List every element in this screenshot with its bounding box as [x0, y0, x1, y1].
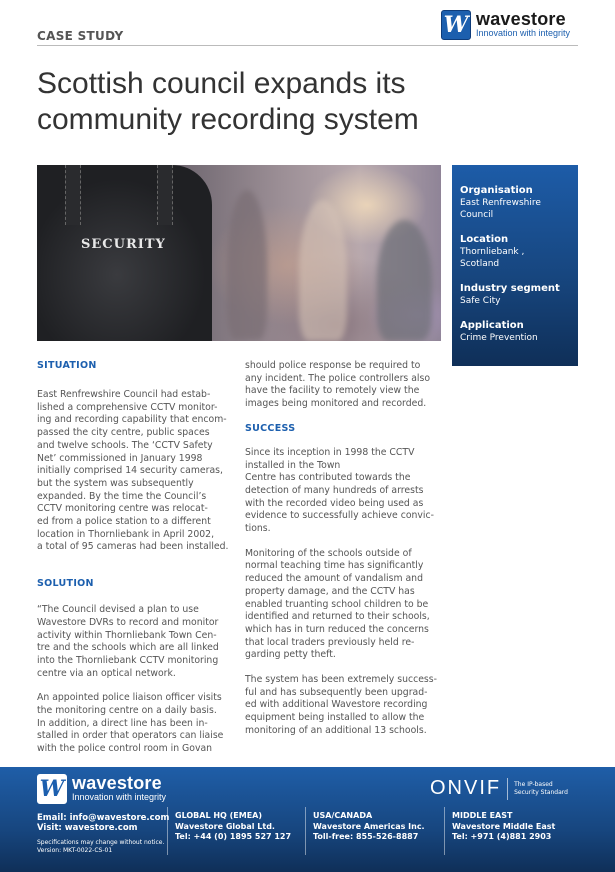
- info-value: [460, 295, 570, 307]
- info-value-line: Thornliebank ,: [460, 247, 525, 257]
- info-value-line: Scotland: [460, 259, 500, 269]
- text-line: Centre has contributed towards the: [245, 472, 411, 484]
- office-name: Wavestore Americas Inc.: [313, 821, 425, 831]
- success-text-1: [245, 447, 441, 536]
- text-line: with the police control room in Govan: [37, 743, 213, 755]
- text-line: ed with additional Wavestore recording: [245, 699, 428, 711]
- text-line: a total of 95 cameras had been installed.: [37, 541, 229, 553]
- office-region: GLOBAL HQ (EMEA): [175, 811, 263, 820]
- vest-security-text: SECURITY: [81, 237, 166, 252]
- text-line: Since its inception in 1998 the CCTV: [245, 446, 415, 458]
- success-text-3: [245, 674, 441, 738]
- office-phone[interactable]: Tel: +971 (4)881 2903: [452, 832, 552, 841]
- text-line: The system has been extremely success-: [245, 674, 437, 686]
- text-line: enabled truanting school children to be: [245, 598, 429, 610]
- text-line: expanded. By the time the Council’s: [37, 490, 207, 502]
- vest-strap: [157, 165, 173, 225]
- right-column: [245, 360, 441, 738]
- logo-name: wavestore: [72, 773, 162, 793]
- situation-text: [37, 389, 233, 554]
- office-name: Wavestore Middle East: [452, 821, 556, 831]
- text-line: ful and has subsequently been upgrad-: [245, 686, 428, 698]
- onvif-tagline: [514, 781, 568, 797]
- text-line: Monitoring of the schools outside of: [245, 547, 412, 559]
- text-line: CCTV monitoring centre was relocat-: [37, 503, 208, 515]
- info-value: [460, 197, 570, 221]
- text-line: tions.: [245, 523, 271, 535]
- text-line: Wavestore DVRs to record and monitor: [37, 616, 219, 628]
- text-line: any incident. The police controllers also: [245, 372, 431, 384]
- office-region: USA/CANADA: [313, 811, 373, 820]
- title-line-1: Scottish council expands its: [37, 67, 406, 100]
- blurred-person: [377, 220, 432, 341]
- success-text-2: [245, 548, 441, 662]
- footer-fine-print: [37, 839, 164, 855]
- text-line: “The Council devised a plan to use: [37, 604, 199, 616]
- info-organisation: [460, 185, 570, 221]
- info-label: Location: [460, 234, 509, 245]
- onvif-tagline-line: Security Standard: [514, 788, 568, 796]
- footer: [0, 767, 615, 872]
- text-line: which has in turn reduced the concerns: [245, 623, 429, 635]
- wavestore-logo: [441, 10, 570, 40]
- text-line: reduced the amount of vandalism and: [245, 573, 423, 585]
- info-label: Organisation: [460, 185, 533, 196]
- project-info-box: [452, 165, 578, 366]
- office-middle-east: [452, 811, 555, 843]
- info-value-line: Crime Prevention: [460, 333, 538, 343]
- text-line: ing and recording capability that encom-: [37, 414, 227, 426]
- text-line: East Renfrewshire Council had estab-: [37, 389, 211, 400]
- text-line: have the facility to remotely view the: [245, 385, 420, 397]
- info-value: [460, 332, 570, 344]
- info-location: [460, 234, 570, 270]
- footer-website[interactable]: Visit: wavestore.com: [37, 823, 138, 833]
- text-line: garding petty theft.: [245, 649, 336, 661]
- text-line: initially comprised 14 security cameras,: [37, 465, 223, 477]
- footer-divider: [444, 807, 445, 855]
- blurred-person: [227, 190, 267, 340]
- text-line: location in Thornliebank in April 2002,: [37, 528, 215, 540]
- logo-tagline: Innovation with integrity: [476, 28, 571, 38]
- footer-contact: [37, 813, 169, 833]
- security-guard-photo: [37, 165, 441, 341]
- solution-continued-text: [245, 360, 441, 411]
- text-line: ed from a police station to a different: [37, 516, 211, 528]
- info-value-line: Safe City: [460, 296, 501, 306]
- info-industry: [460, 283, 570, 307]
- text-line: and twelve schools. The ‘CCTV Safety: [37, 439, 213, 451]
- title-line-2: community recording system: [37, 103, 419, 136]
- text-line: equipment being installed to allow the: [245, 712, 425, 724]
- header-divider: [37, 45, 578, 46]
- text-line: centre via an optical network.: [37, 667, 176, 679]
- text-line: activity within Thornliebank Town Cen-: [37, 629, 217, 641]
- onvif-logo: [430, 777, 568, 800]
- text-line: should police response be required to: [245, 360, 421, 371]
- text-line: tre and the schools which are all linked: [37, 642, 219, 654]
- text-line: the monitoring centre on a daily basis.: [37, 705, 217, 717]
- left-column: [37, 360, 233, 756]
- text-line: In addition, a direct line has been in-: [37, 717, 208, 729]
- info-label: Industry segment: [460, 283, 560, 294]
- info-value: [460, 246, 570, 270]
- footer-wavestore-logo: [37, 774, 166, 804]
- solution-text-2: [37, 692, 233, 756]
- text-line: passed the city centre, public spaces: [37, 427, 210, 439]
- onvif-wordmark: ONVIF: [430, 777, 502, 799]
- security-vest: [37, 165, 212, 341]
- text-line: installed in the Town: [245, 459, 341, 471]
- blurred-person: [299, 200, 347, 341]
- info-application: [460, 320, 570, 344]
- office-usa-canada: [313, 811, 425, 843]
- text-line: monitoring of an additional 13 schools.: [245, 724, 427, 736]
- text-line: into the Thornliebank CCTV monitoring: [37, 654, 219, 666]
- onvif-divider: [507, 778, 508, 800]
- logo-name: wavestore: [476, 9, 566, 29]
- text-line: detection of many hundreds of arrests: [245, 484, 424, 496]
- text-line: normal teaching time has significantly: [245, 560, 424, 572]
- version-number: Version: MKT-0022-CS-01: [37, 847, 113, 854]
- situation-heading: SITUATION: [37, 360, 97, 371]
- text-line: with the recorded video being used as: [245, 497, 424, 509]
- office-phone[interactable]: Toll-free: 855-526-8887: [313, 832, 419, 841]
- text-line: property damage, and the CCTV has: [245, 585, 415, 597]
- text-line: stalled in order that operators can liaise: [37, 730, 224, 742]
- onvif-tagline-line: The IP-based: [514, 780, 553, 788]
- text-line: Net’ commissioned in January 1998: [37, 452, 203, 464]
- office-region: MIDDLE EAST: [452, 811, 513, 820]
- wavestore-logo-mark: W: [37, 774, 67, 804]
- text-line: that local traders previously held re-: [245, 636, 415, 648]
- office-phone[interactable]: Tel: +44 (0) 1895 527 127: [175, 832, 292, 841]
- solution-heading: SOLUTION: [37, 578, 94, 590]
- text-line: An appointed police liaison officer visits: [37, 692, 222, 704]
- footer-divider: [305, 807, 306, 855]
- text-line: images being monitored and recorded.: [245, 398, 427, 410]
- success-heading: SUCCESS: [245, 422, 296, 434]
- logo-tagline: Innovation with integrity: [72, 792, 167, 802]
- footer-divider: [167, 807, 168, 855]
- text-line: but the system was subsequently: [37, 477, 194, 489]
- info-value-line: Council: [460, 210, 494, 220]
- text-line: identified and returned to their schools,: [245, 611, 430, 623]
- info-value-line: East Renfrewshire: [460, 198, 541, 208]
- wavestore-logo-mark: W: [441, 10, 471, 40]
- text-line: evidence to successfully achieve convic-: [245, 510, 434, 522]
- info-label: Application: [460, 320, 524, 331]
- office-name: Wavestore Global Ltd.: [175, 821, 275, 831]
- footer-email[interactable]: Email: info@wavestore.com: [37, 813, 170, 823]
- case-study-label: CASE STUDY: [37, 29, 124, 43]
- solution-text-1: [37, 604, 233, 680]
- office-global-hq: [175, 811, 291, 843]
- spec-note: Specifications may change without notice.: [37, 839, 165, 846]
- text-line: lished a comprehensive CCTV monitor-: [37, 401, 218, 413]
- page-title: [37, 66, 597, 138]
- vest-strap: [65, 165, 81, 225]
